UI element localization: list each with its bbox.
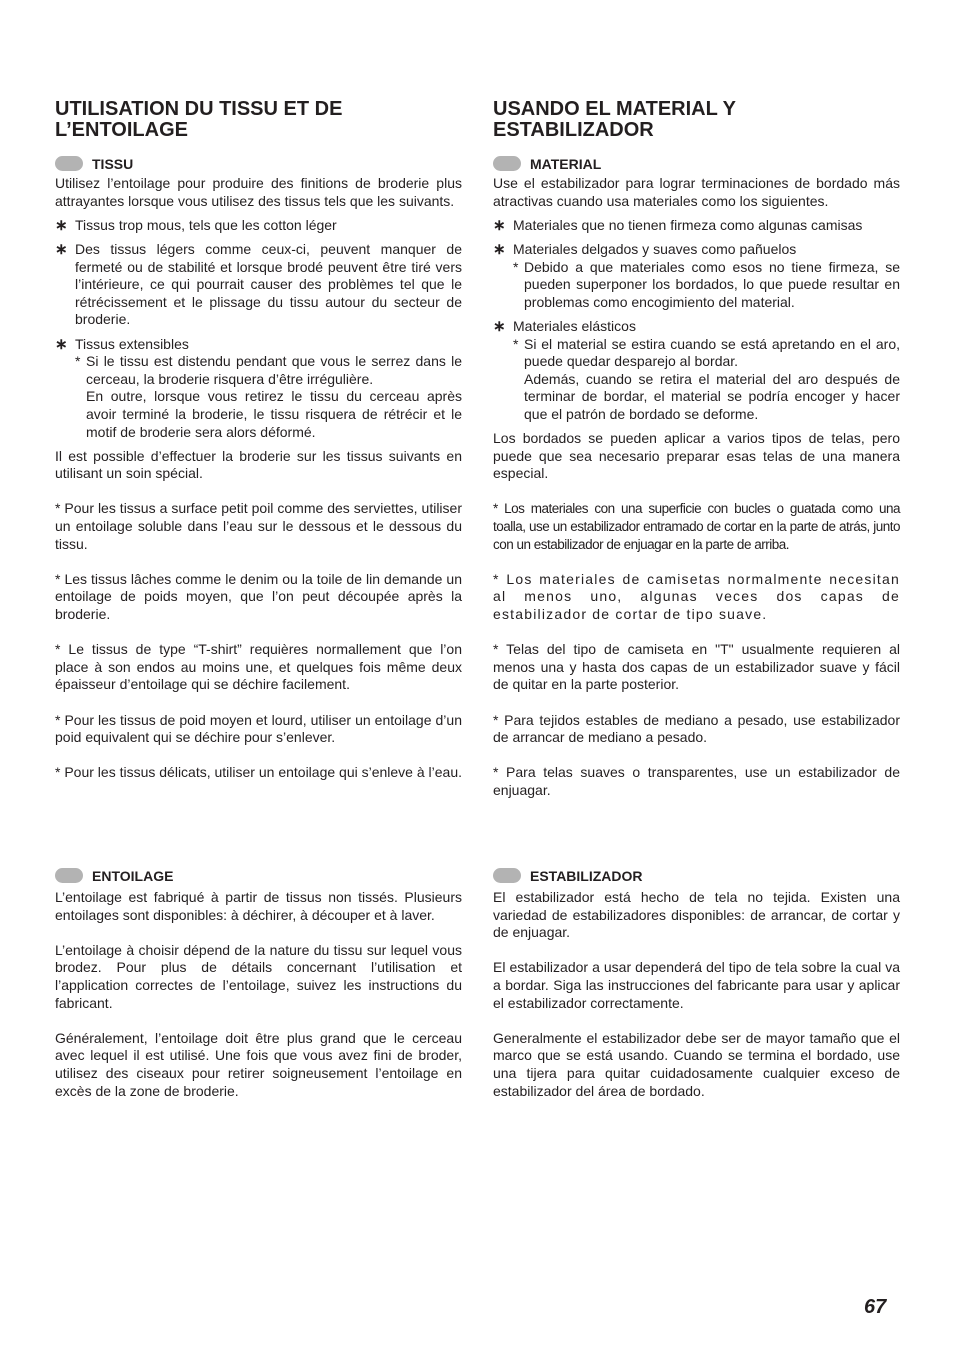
left-para-1: Il est possible d’effectuer la broderie sur les tissus suivants en utilisant un soin spécial. xyxy=(55,447,462,482)
right-para-4: * Telas del tipo de camiseta en "T" usualmente requieren al menos una y hasta dos capas de un estabilizador suave y fácil de quitar en la parte posterior. xyxy=(493,641,900,693)
left-para-6: * Pour les tissus délicats, utiliser un entoilage qui s’enleve à l’eau. xyxy=(55,764,463,781)
left-para-5: * Pour les tissus de poid moyen et lourd, utiliser un entoilage d’un poid equivalent qui se déchire pour s’enlever. xyxy=(55,711,462,746)
left-s2-para-2: L’entoilage à choisir dépend de la nature du tissu sur lequel vous brodez. Pour plus de détails concernant l’utilisation et l’application correctes de l’entoilage, suivez les instructions du fabricant. xyxy=(55,941,462,1011)
right-intro: Use el estabilizador para lograr terminaciones de bordado más atractivas cuando usa materiales como los siguientes. xyxy=(493,175,900,209)
right-bullet-2-note: * Debido a que materiales como esos no tiene firmeza, se pueden superponer los bordados, lo que puede resultar en problemas como encogimiento del material. xyxy=(513,258,900,310)
right-para-1: Los bordados se pueden aplicar a varios tipos de telas, pero puede que sea necesario preparar esas telas de una manera especial. xyxy=(493,430,900,482)
left-para-3: * Les tissus lâches comme le denim ou la toile de lin demande un entoilage de poids moyen, que l’on peut découpée après la broderie. xyxy=(55,570,462,623)
right-bullet-2: ∗ Materiales delgados y suaves como pañuelos xyxy=(493,240,797,258)
left-title: UTILISATION DU TISSU ET DE L’ENTOILAGE xyxy=(55,98,343,141)
left-intro: Utilisez l’entoilage pour produire des finitions de broderie plus attrayantes lorsque vous utilisez des tissus tels que les suivants. xyxy=(55,175,462,209)
left-bullet-1: ∗ Tissus trop mous, tels que les cotton léger xyxy=(55,216,337,234)
page-number: 67 xyxy=(864,1296,887,1318)
left-section2-body xyxy=(55,889,462,1100)
asterisk-bullet-icon: ∗ xyxy=(55,240,68,258)
right-title: USANDO EL MATERIAL Y ESTABILIZADOR xyxy=(493,98,736,141)
left-section1-body xyxy=(55,175,462,782)
pill-icon xyxy=(493,156,521,171)
right-subheading-label: MATERIAL xyxy=(530,156,602,172)
right-para-6: * Para telas suaves o transparentes, use un estabilizador de enjuagar. xyxy=(493,764,900,798)
left-bullet-2: ∗ Des tissus légers comme ceux-ci, peuvent manquer de fermeté ou de stabilité et lorsque brodé peuvent être tiré vers l’intérieure, ce qui pourrait causer des problèmes tel que le rétrécissement et le plissage du tissu autour du secteur de broderie. xyxy=(55,240,462,328)
pill-icon xyxy=(493,868,521,883)
left-bullet-3-note-2: En outre, lorsque vous retirez le tissu du cerceau après avoir terminé la broderie, le tissu risquera de rétrécir et le motif de broderie sera alors déformé. xyxy=(86,388,462,440)
left-s2-para-1: L’entoilage est fabriqué à partir de tissus non tissés. Plusieurs entoilages sont disponibles: à déchirer, à découper et à laver. xyxy=(55,889,462,923)
left-bullet-3: ∗ Tissus extensibles xyxy=(55,335,189,353)
right-para-2: * Los materiales con una superficie con bucles o guatada como una toalla, use un estabilizador entramado de cortar en la parte de atrás, junto con un estabilizador de enjuagar en la parte de arriba. xyxy=(493,501,900,552)
left-subheading-label: TISSU xyxy=(92,156,134,172)
asterisk-bullet-icon: ∗ xyxy=(493,216,506,234)
asterisk-bullet-icon: ∗ xyxy=(493,317,506,335)
right-para-3: * Los materiales de camisetas normalmente necesitan al menos uno, algunas veces dos capas de estabilizador de cortar de tipo suave. xyxy=(493,570,900,623)
pill-icon xyxy=(55,868,83,883)
right-s2-para-1: El estabilizador está hecho de tela no tejida. Existen una variedad de estabilizadores disponibles: de arrancar, de cortar y de enjuagar. xyxy=(493,889,900,941)
left-subheading-label: ENTOILAGE xyxy=(92,868,174,884)
right-s2-para-3: Generalmente el estabilizador debe ser de mayor tamaño que el marco que se está usando. Cuando se termina el bordado, use una tijera para quitar cuidadosamente cualquier exceso de estabilizador del área de bordado. xyxy=(493,1029,900,1099)
left-para-2: * Pour les tissus a surface petit poil comme des serviettes, utiliser un entoilage soluble dans l’eau sur le dessous et le dessous du tissu. xyxy=(55,500,462,552)
right-bullet-1: ∗ Materiales que no tienen firmeza como algunas camisas xyxy=(493,216,863,234)
right-section2-body xyxy=(493,889,900,1100)
right-bullet-3-note: * Si el material se estira cuando se está apretando en el aro, puede quedar desparejo al bordar. xyxy=(513,335,900,370)
asterisk-bullet-icon: ∗ xyxy=(55,335,68,353)
left-s2-para-3: Généralement, l’entoilage doit être plus grand que le cerceau avec lequel il est utilisé. Une fois que vous avez fini de broder, utilisez des ciseaux pour retirer soigneusement l’entoilage en excès de la zone de broderie. xyxy=(55,1029,462,1099)
right-bullet-3: ∗ Materiales elásticos xyxy=(493,317,636,335)
asterisk-bullet-icon: ∗ xyxy=(493,240,506,258)
left-para-4: * Le tissus de type “T-shirt” requières normallement que l’on place à son endos au moins une, et quelques fois même deux épaisseur d’entoilage qui se déchire facilement. xyxy=(55,641,462,693)
asterisk-bullet-icon: ∗ xyxy=(55,216,68,234)
right-subheading-label: ESTABILIZADOR xyxy=(530,868,643,884)
right-bullet-3-note-2: Además, cuando se retira el material del aro después de terminar de bordar, el material se podría encoger y hacer que el patrón de bordado se deforme. xyxy=(524,370,900,422)
pill-icon xyxy=(55,156,83,171)
right-s2-para-2: El estabilizador a usar dependerá del tipo de tela sobre la cual va a bordar. Siga las instrucciones del fabricante para usar y aplicar el estabilizador correctamente. xyxy=(493,959,900,1011)
right-section1-body xyxy=(493,175,900,800)
left-bullet-3-note: * Si le tissu est distendu pendant que vous le serrez dans le cerceau, la broderie risquera d’être irrégulière. xyxy=(75,353,462,387)
right-para-5: * Para tejidos estables de mediano a pesado, use estabilizador de arrancar de mediano a pesado. xyxy=(493,711,900,746)
